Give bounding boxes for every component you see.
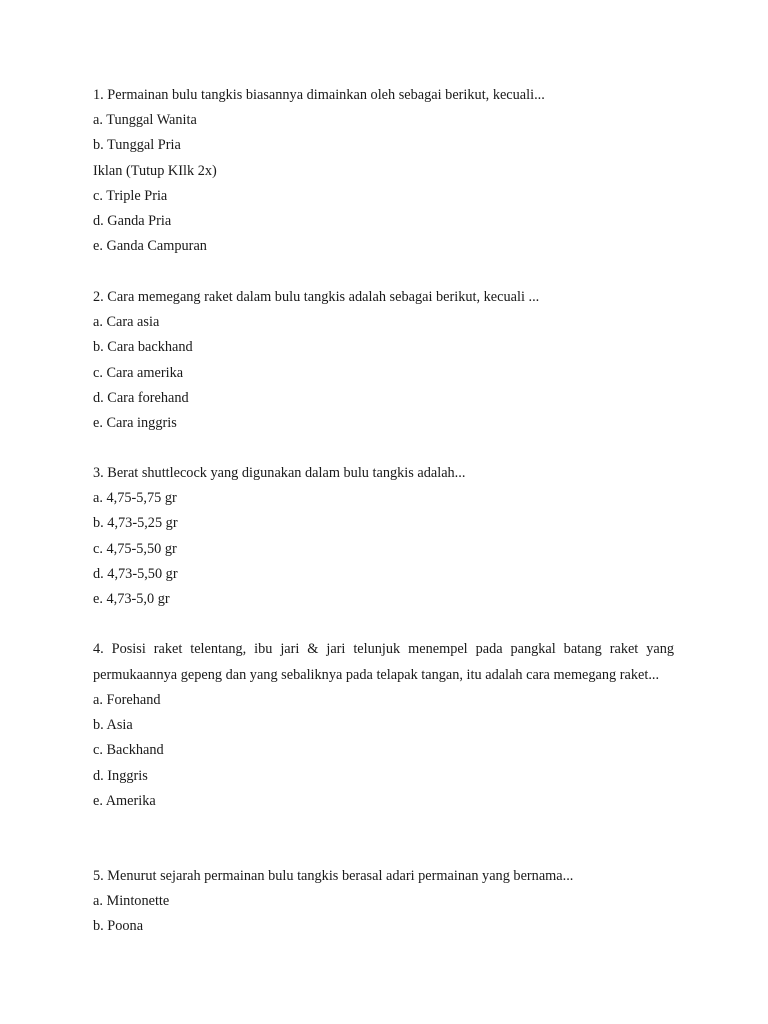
question-5 <box>93 864 674 940</box>
question-text: 5. Menurut sejarah permainan bulu tangkis berasal adari permainan yang bernama... <box>93 868 574 884</box>
answer-option: d. Inggris <box>93 767 148 784</box>
answer-option: e. Amerika <box>93 792 156 809</box>
question-1 <box>93 83 674 259</box>
answer-option: c. Backhand <box>93 742 164 759</box>
answer-option: b. 4,73-5,25 gr <box>93 515 178 532</box>
answer-option: a. Mintonette <box>93 893 170 910</box>
answer-option: b. Cara backhand <box>93 339 193 356</box>
answer-option: c. 4,75-5,50 gr <box>93 540 177 557</box>
answer-option: e. Cara inggris <box>93 414 177 431</box>
question-2 <box>93 285 674 436</box>
question-text: 3. Berat shuttlecock yang digunakan dalam bulu tangkis adalah... <box>93 465 466 481</box>
answer-option: b. Tunggal Pria <box>93 137 181 154</box>
answer-option: b. Asia <box>93 717 133 734</box>
question-text: 4. Posisi raket telentang, ibu jari & jari telunjuk menempel pada pangkal batang raket yang permukaannya gepeng dan yang sebaliknya pada telapak tangan, itu adalah cara memegang raket... <box>93 641 674 683</box>
question-text: 1. Permainan bulu tangkis biasannya dimainkan oleh sebagai berikut, kecuali... <box>93 87 545 103</box>
answer-option: a. 4,75-5,75 gr <box>93 490 177 507</box>
answer-option: d. Ganda Pria <box>93 212 172 229</box>
answer-option: a. Cara asia <box>93 314 160 331</box>
answer-option: c. Triple Pria <box>93 187 168 204</box>
answer-option: e. 4,73-5,0 gr <box>93 590 170 607</box>
ad-close-text: Iklan (Tutup KIlk 2x) <box>93 162 217 179</box>
answer-option: a. Forehand <box>93 692 161 708</box>
answer-option: d. 4,73-5,50 gr <box>93 565 178 582</box>
question-4 <box>93 636 674 814</box>
answer-option: d. Cara forehand <box>93 389 189 406</box>
question-text: 2. Cara memegang raket dalam bulu tangkis adalah sebagai berikut, kecuali ... <box>93 289 540 305</box>
question-3 <box>93 461 674 612</box>
answer-option: a. Tunggal Wanita <box>93 112 197 129</box>
answer-option: b. Poona <box>93 918 144 935</box>
answer-option: c. Cara amerika <box>93 364 184 381</box>
answer-option: e. Ganda Campuran <box>93 238 207 255</box>
